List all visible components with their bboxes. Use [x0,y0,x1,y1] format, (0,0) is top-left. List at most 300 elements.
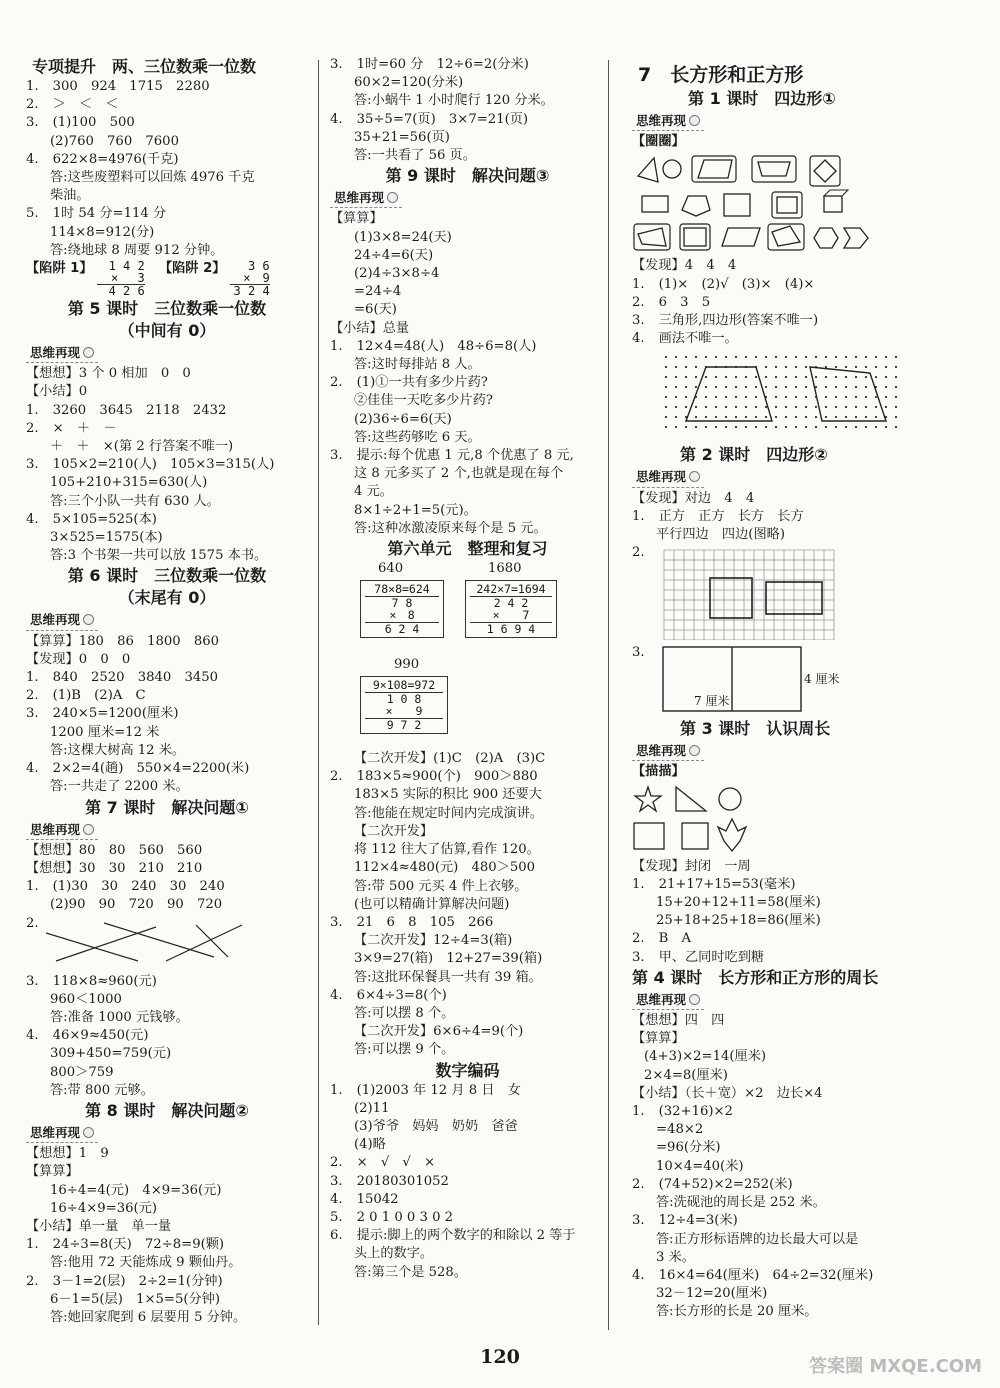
answer-line: 1200 厘米=12 米 [50,724,160,740]
text-segment: (1)B (2)A C [52,688,146,704]
grid-dot [705,416,707,418]
text-segment: 6 3 5 [658,294,711,310]
text-segment: 1. [632,1104,645,1120]
text-segment: 118×8≈960(元) [52,973,157,989]
answer-line: 答:带 500 元买 4 件上衣够。 [354,878,528,894]
grid-dot [705,426,707,428]
text-segment: × 8 [365,609,439,623]
grid-dot [685,426,687,428]
answer-line: 35+21=56(页) [354,129,450,145]
answer-line [632,312,982,330]
grid-dot [805,376,807,378]
unit-title: 第六单元 整理和复习 [387,539,548,559]
answer-line: 【发现】0 0 0 [26,651,131,667]
grid-dot [675,416,677,418]
thinking-review-label: 思维再现 [632,112,704,131]
answer-line: 【算算】 [330,211,383,227]
grid-dot [795,386,797,388]
grid-dot [785,356,787,358]
answer-line: 309+450=759(元) [50,1046,172,1062]
text-segment: 105×2=210(人) 105×3=315(人) [52,457,275,473]
text-segment: 【陷阱 2】 [158,261,226,277]
text-segment: 3. [26,973,39,989]
grid-dot [715,416,717,418]
square-grid-diagram [662,548,836,640]
answer-line: ＋ ＋ ×(第 2 行答案不唯一) [50,439,234,455]
lesson-title: 第 3 课时 认识周长 [680,719,831,739]
grid-dot [695,356,697,358]
text-segment: × 9 [230,272,270,285]
text-segment: × 7 [470,609,552,623]
text-segment: 正方 正方 长方 长方 [658,508,804,524]
grid-dot [675,366,677,368]
grid-dot [785,376,787,378]
grid-dot [695,416,697,418]
answer-line: 【二次开发】12÷4=3(箱) [354,933,513,949]
grid-dot [755,376,757,378]
grid-dot [675,356,677,358]
grid-dot [685,396,687,398]
lesson-subtitle: （末尾有 0） [118,588,216,608]
grid-dot [775,406,777,408]
text-segment: 三角形,四边形(答案不唯一) [658,313,819,329]
answer-line: 答:这些药够吃 6 天。 [354,429,481,445]
grid-dot [795,426,797,428]
answer-line [330,987,605,1005]
text-segment: 4. [632,331,645,347]
answer-line: 【圈圈】 [632,134,685,150]
answer-line: 800＞759 [50,1064,114,1080]
answer-line: 头上的数字。 [354,1246,434,1262]
answer-line: 答:这棵大树高 12 米。 [50,742,186,758]
text-segment: (1)①一共有多少片药? [356,375,488,391]
grid-dot [835,426,837,428]
grid-dot [895,396,897,398]
grid-dot [675,426,677,428]
answer-line: 15+20+12+11=58(厘米) [656,895,821,911]
grid-dot [785,426,787,428]
grid-dot [755,416,757,418]
answer-line [330,768,605,786]
answer-line [330,338,605,356]
grid-dot [835,376,837,378]
text-segment: 12×4=48(人) 48÷6=8(人) [356,338,537,354]
grid-dot [815,426,817,428]
vertical-calc-2 [230,260,270,297]
grid-dot [705,406,707,408]
lesson-title: 第 4 课时 长方形和正方形的周长 [632,967,879,987]
answer-line: 4 元。 [354,484,393,500]
answer-line [26,669,308,687]
text-segment: 4. [330,987,343,1003]
grid-dot [875,376,877,378]
text-segment: × √ √ × [356,1155,436,1171]
grid-dot [665,356,667,358]
grid-dot [825,366,827,368]
answer-line [330,111,605,129]
grid-dot [695,426,697,428]
text-segment: 35÷5=7(页) 3×7=21(页) [356,111,529,127]
grid-dot [855,366,857,368]
text-segment: 1. [26,879,39,895]
answer-line: =96(分米) [656,1140,721,1156]
grid-dot [845,426,847,428]
answer-line: (2)11 [354,1100,390,1116]
chapter-title: 7 长方形和正方形 [638,64,804,86]
grid-dot [895,376,897,378]
grid-dot [685,376,687,378]
grid-dot [755,386,757,388]
text-segment: (1)2003 年 12 月 8 日 女 [356,1082,521,1098]
grid-dot [865,396,867,398]
answer-line: 答:可以摆 9 个。 [354,1042,455,1058]
answer-line: 这 8 元多买了 2 个,也就是现在每个 [354,466,564,482]
answer-line: =24÷4 [354,284,402,300]
answer-line: ②佳佳一天吃多少片药? [354,393,493,409]
answer-line: 2. [632,545,645,561]
grid-dot [795,356,797,358]
grid-dot [885,396,887,398]
grid-dot [875,396,877,398]
answer-line: (4)略 [354,1137,386,1153]
text-segment: 甲、乙同时吃到糖 [658,949,765,965]
grid-dot [665,376,667,378]
answer-line: 2×4=8(厘米) [644,1067,728,1083]
answer-line [330,1191,605,1209]
grid-dot [865,416,867,418]
thinking-review-label: 思维再现 [26,611,98,630]
grid-dot [795,376,797,378]
grid-dot [775,356,777,358]
grid-dot [745,406,747,408]
text-segment: 990 [394,657,420,673]
answer-line: 3 米。 [656,1249,695,1265]
text-segment: 183×5≈900(个) 900＞880 [356,769,538,785]
grid-dot [705,386,707,388]
answer-line [26,402,308,420]
text-segment: 1. [26,79,39,94]
text-segment: 1. [632,508,645,524]
answer-line [26,915,308,973]
lesson-title: 第 2 课时 四边形② [680,445,828,465]
thinking-review-label: 思维再现 [26,1124,98,1143]
text-segment: 15042 [356,1191,399,1207]
grid-dot [805,406,807,408]
text-segment: 3. [632,313,645,329]
text-segment: 1 0 8 [386,691,422,706]
thinking-review-label: 思维再现 [632,991,704,1010]
answer-line: 答:带 800 元够。 [50,1082,154,1098]
grid-dot [745,376,747,378]
answer-line [632,1103,982,1121]
grid-dot [825,396,827,398]
answer-line: 【小结】单一量 单一量 [26,1218,172,1234]
grid-dot [875,416,877,418]
text-segment: 12÷4=3(米) [658,1213,738,1229]
answer-line: 105+210+315=630(人) [50,475,208,491]
grid-dot [715,426,717,428]
grid-dot [815,356,817,358]
grid-dot [675,386,677,388]
answer-line [26,705,308,723]
grid-dot [765,386,767,388]
text-segment: 2. [632,1176,645,1192]
grid-dot [735,386,737,388]
answer-line: 答:一共看了 56 页。 [354,148,476,164]
answer-line: 答:3 个书架一共可以放 1575 本书。 [50,548,268,564]
thinking-review-label: 思维再现 [330,189,402,208]
lesson-title: 第 7 课时 解决问题① [85,797,249,817]
grid-dot [845,366,847,368]
grid-dot [765,426,767,428]
grid-dot [835,406,837,408]
grid-dot [885,376,887,378]
answer-line: 答:正方形标语牌的边长最大可以是 [656,1231,859,1247]
answer-line: (4+3)×2=14(厘米) [644,1049,767,1065]
grid-dot [895,356,897,358]
answer-line: 60×2=120(分米) [354,75,464,91]
text-segment: 6×4÷3=8(个) [356,987,447,1003]
grid-dot [785,386,787,388]
grid-dot [805,426,807,428]
grid-dot [865,426,867,428]
answer-line: 【算算】 [632,1031,685,1047]
answer-line [26,78,308,96]
answer-line [632,1176,982,1194]
trap-row [26,260,308,298]
lesson-title: 第 6 课时 三位数乘一位数 [67,566,267,586]
rectangle-split-diagram [662,646,812,716]
grid-dot [745,416,747,418]
answer-line: 答:小蜗牛 1 小时爬行 120 分米。 [354,93,554,109]
text-segment: 640 [378,561,404,577]
grid-dot [785,366,787,368]
answer-line: 114×8=912(分) [50,224,155,240]
grid-dot [675,406,677,408]
answer-line: 答:可以摆 8 个。 [354,1005,455,1021]
text-segment: 3. [26,706,39,722]
grid-dot [855,356,857,358]
text-segment: 3. [330,914,343,930]
text-segment: 4. [330,111,343,127]
grid-dot [665,386,667,388]
answer-line: 16÷4=4(元) 4×9=36(元) [50,1182,222,1198]
grid-dot [825,426,827,428]
answer-line: 16÷4×9=36(元) [50,1200,157,1216]
text-segment: 21+17+15=53(毫米) [658,876,796,892]
answer-line [330,1209,605,1227]
lesson-title: 第 9 课时 解决问题③ [385,166,550,186]
grid-dot [885,386,887,388]
text-segment: 1. [26,402,39,418]
text-segment: 5. [330,1209,343,1225]
text-segment: 2. [26,1273,39,1289]
answer-line: 25+18+25+18=86(厘米) [656,913,821,929]
grid-dot [865,386,867,388]
answer-line [26,1027,308,1045]
grid-dot [705,376,707,378]
text-segment: 3. [330,1173,343,1189]
answer-line [26,1273,308,1291]
grid-dot [875,426,877,428]
text-segment: 1 4 2 [108,259,145,274]
text-segment: (32+16)×2 [658,1104,733,1120]
answer-line [330,374,605,392]
grid-dot [765,406,767,408]
grid-dot [715,406,717,408]
answer-line: 答:准备 1000 元钱够。 [50,1009,189,1025]
grid-dot [795,396,797,398]
answer-line [330,1082,605,1100]
calc-box-2 [465,580,557,638]
grid-dot [695,386,697,388]
grid-dot [795,416,797,418]
text-segment: 24÷3=8(天) 72÷8=9(颗) [52,1237,225,1253]
answer-line: 答:这种冰激凌原来每个是 5 元。 [354,520,547,536]
shapes-circling-diagram [632,154,872,254]
column-3 [632,62,982,1322]
grid-dot [725,386,727,388]
answer-line: =6(天) [354,302,397,318]
text-segment: 2 0 1 0 0 3 0 2 [356,1209,454,1225]
grid-dot [765,376,767,378]
text-segment: 4. [26,511,39,527]
grid-dot [775,376,777,378]
grid-dot [665,406,667,408]
answer-line: (2)760 760 7600 [50,133,179,149]
grid-dot [735,406,737,408]
answer-line: 【算算】180 86 1800 860 [26,633,219,649]
grid-dot [825,376,827,378]
text-segment: 1 6 9 4 [486,621,536,636]
answer-line: 【想想】四 四 [632,1013,725,1029]
text-segment: 1. [632,876,645,892]
answer-line [330,1154,605,1172]
text-segment: 7 厘米 [694,694,730,709]
grid-dot [755,356,757,358]
grid-dot [885,426,887,428]
answer-line [330,1173,605,1191]
grid-dot [785,406,787,408]
answer-line [632,276,982,294]
text-segment: × ＋ － [52,420,117,436]
grid-dot [885,406,887,408]
answer-line [632,1212,982,1230]
grid-dot [825,416,827,418]
grid-dot [765,366,767,368]
grid-dot [795,406,797,408]
answer-line [632,1267,982,1285]
grid-dot [695,366,697,368]
grid-dot [735,356,737,358]
grid-dot [875,366,877,368]
grid-dot [875,356,877,358]
grid-dot [825,356,827,358]
grid-dot [695,376,697,378]
text-segment: 4 厘米 [804,672,840,687]
text-segment: (1)× (2)√ (3)× (4)× [658,276,815,292]
grid-dot [685,366,687,368]
text-segment: 2 4 2 [493,595,529,610]
text-segment: 5. [26,206,39,222]
grid-dot [765,356,767,358]
text-segment: 1. [26,1237,39,1253]
grid-dot [845,386,847,388]
grid-dot [705,396,707,398]
answer-line [330,1227,605,1245]
text-segment: 9 7 2 [386,717,422,732]
text-segment: 6 2 4 [384,621,420,636]
grid-dot [725,416,727,418]
answer-line: =48×2 [656,1122,704,1138]
grid-dot [745,356,747,358]
answer-line: 【小结】0 [26,384,88,400]
text-segment: (74+52)×2=252(米) [658,1176,793,1192]
text-segment: 3－1=2(层) 2÷2=1(分钟) [52,1273,223,1289]
text-segment: 3. [632,949,645,965]
answer-line [26,687,308,705]
grid-dot [865,366,867,368]
column-divider-1 [318,60,319,1325]
answer-line: 10×4=40(米) [656,1158,744,1174]
text-segment: 2. [26,420,39,436]
answer-line: 答:一共走了 2200 米。 [50,779,189,795]
grid-dot [815,406,817,408]
grid-dot [895,386,897,388]
trace-shapes-diagram [632,785,772,855]
answer-line: 答:这时每排站 8 人。 [354,357,481,373]
text-segment: 20180301052 [356,1173,449,1189]
answer-line: (1)3×8=24(天) [354,229,452,245]
text-segment: (1)100 500 [52,115,135,131]
grid-dot [895,416,897,418]
answer-line [26,878,308,896]
grid-dot [815,416,817,418]
lesson-title: 第 5 课时 三位数乘一位数 [67,299,267,319]
answer-line: 答:绕地球 8 周要 912 分钟。 [50,242,224,258]
grid-dot [685,356,687,358]
grid-dot [665,416,667,418]
grid-dot [665,396,667,398]
column-1 [26,56,308,1327]
answer-line [26,96,308,114]
lesson-subtitle: （中间有 0） [118,321,216,341]
text-segment: 1时=60 分 12÷6=2(分米) [356,57,529,72]
text-segment: 3 2 4 [233,284,270,299]
text-segment: 622×8=4976(千克) [52,151,179,167]
grid-dot [675,396,677,398]
text-segment: 4. [26,151,39,167]
grid-dot [815,376,817,378]
answer-line: 【发现】对边 4 4 [632,490,755,506]
grid-dot [835,356,837,358]
calc-box-1 [360,580,444,638]
calc-box-3 [360,676,448,734]
answer-line: 960＜1000 [50,991,122,1007]
grid-dot [835,366,837,368]
answer-line: 3. [632,645,645,661]
grid-dot [735,416,737,418]
text-segment: 1680 [488,561,522,577]
answer-line: 答:洗砚池的周长是 252 米。 [656,1195,826,1211]
grid-dot [695,406,697,408]
text-segment: 4. [632,1267,645,1283]
grid-dot [715,396,717,398]
grid-dot [725,426,727,428]
grid-dot [755,426,757,428]
grid-dot [745,386,747,388]
answer-line: 112×4≈480(元) 480＞500 [354,860,536,876]
